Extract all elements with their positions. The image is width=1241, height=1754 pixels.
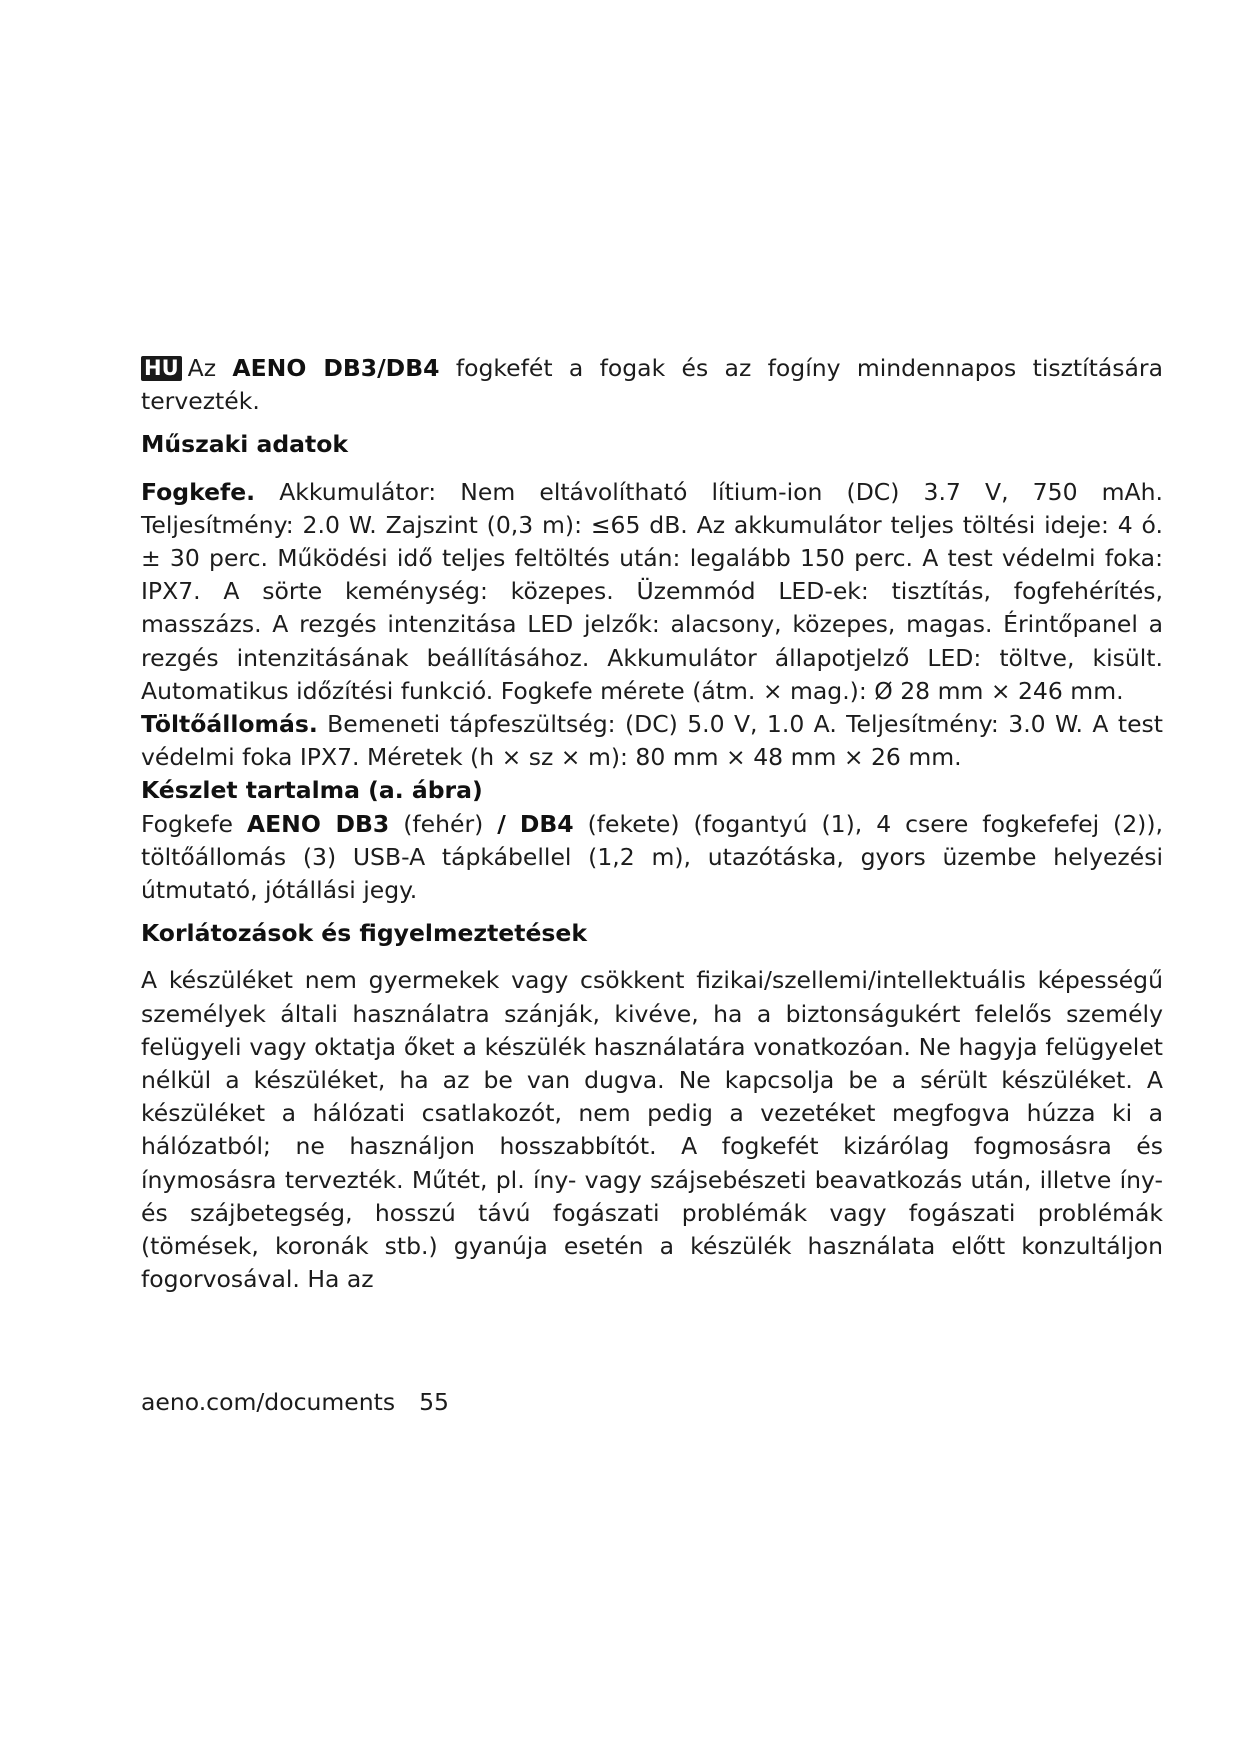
footer-url: aeno.com/documents [141,1388,396,1416]
toothbrush-specs [141,476,1163,708]
station-text: Bemeneti tápfeszültség: (DC) 5.0 V, 1.0 A. Teljesítmény: 3.0 W. A test védelmi foka IPX7. Méretek (h × sz × m): 80 mm × 48 mm × 26 mm. [141,710,1163,772]
kit-model-db4: DB4 [519,809,574,838]
kit-heading: Készlet tartalma (a. ábra) [141,776,483,805]
toothbrush-text: Akkumulátor: Nem eltávolítható lítium-ion (DC) 3.7 V, 750 mAh. Teljesítmény: 2.0 W. Zajszint (0,3 m): ≤65 dB. Az akkumulátor teljes töltési ideje: 4 ó. ± 30 perc. Működési idő teljes feltöltés után: legalább 150 perc. A test védelmi foka: IPX7. A sörte keménység: közepes. Üzemmód LED-ek: tisztítás, fogfehérítés, masszázs. A rezgés intenzitása LED jelzők: alacsony, közepes, magas. Érintőpanel a rezgés intenzitásának beállításához. Akkumulátor állapotjelző LED: töltve, kisült. Automatikus időzítési funkció. Fogkefe mérete (átm. × mag.): Ø 28 mm × 246 mm. [141,477,1163,705]
station-label: Töltőállomás. [141,710,318,739]
language-badge: HU [141,356,182,381]
kit-contents [141,808,1163,908]
page-number: 55 [419,1388,450,1416]
kit-rest: (fekete) (fogantyú (1), 4 csere fogkefefej (2)), töltőállomás (3) USB-A tápkábellel (1,2 m), utazótáska, gyors üzembe helyezési útmutató, jótállási jegy. [141,809,1163,905]
tech-heading: Műszaki adatok [141,430,349,459]
intro-paragraph [141,352,1163,418]
intro-model: AENO DB3/DB4 [232,354,440,382]
intro-post: fogkefét a fogak és az fogíny mindennapos tisztítására tervezték. [141,354,1163,416]
page-footer [141,1386,449,1419]
warnings-text: A készüléket nem gyermekek vagy csökkent fizikai/szellemi/intellektuális képességű személyek általi használatra szánják, kivéve, ha a biztonságukért felelős személy felügyeli vagy oktatja őket a készülék használatára vonatkozóan. Ne hagyja felügyelet nélkül a készüléket, ha az be van dugva. Ne kapcsolja be a sérült készüléket. A készüléket a hálózati csatlakozót, nem pedig a vezetéket megfogva húzza ki a hálózatból; ne használjon hosszabbítót. A fogkefét kizárólag fogmosásra és ínymosásra tervezték. Műtét, pl. íny- vagy szájsebészeti beavatkozás után, illetve íny- és szájbetegség, hosszú távú fogászati problémák vagy fogászati problémák (tömések, koronák stb.) gyanúja esetén a készülék használata előtt konzultáljon fogorvosával. Ha az [141,966,1163,1294]
kit-white: (fehér) [403,809,484,838]
warnings-heading: Korlátozások és figyelmeztetések [141,919,587,948]
intro-pre: Az [187,354,217,382]
manual-content [141,352,1163,1296]
kit-pre: Fogkefe [141,809,233,838]
kit-model-db3: AENO DB3 [246,809,390,838]
station-specs [141,708,1163,774]
kit-slash: / [497,809,506,838]
toothbrush-label: Fogkefe. [141,477,256,506]
